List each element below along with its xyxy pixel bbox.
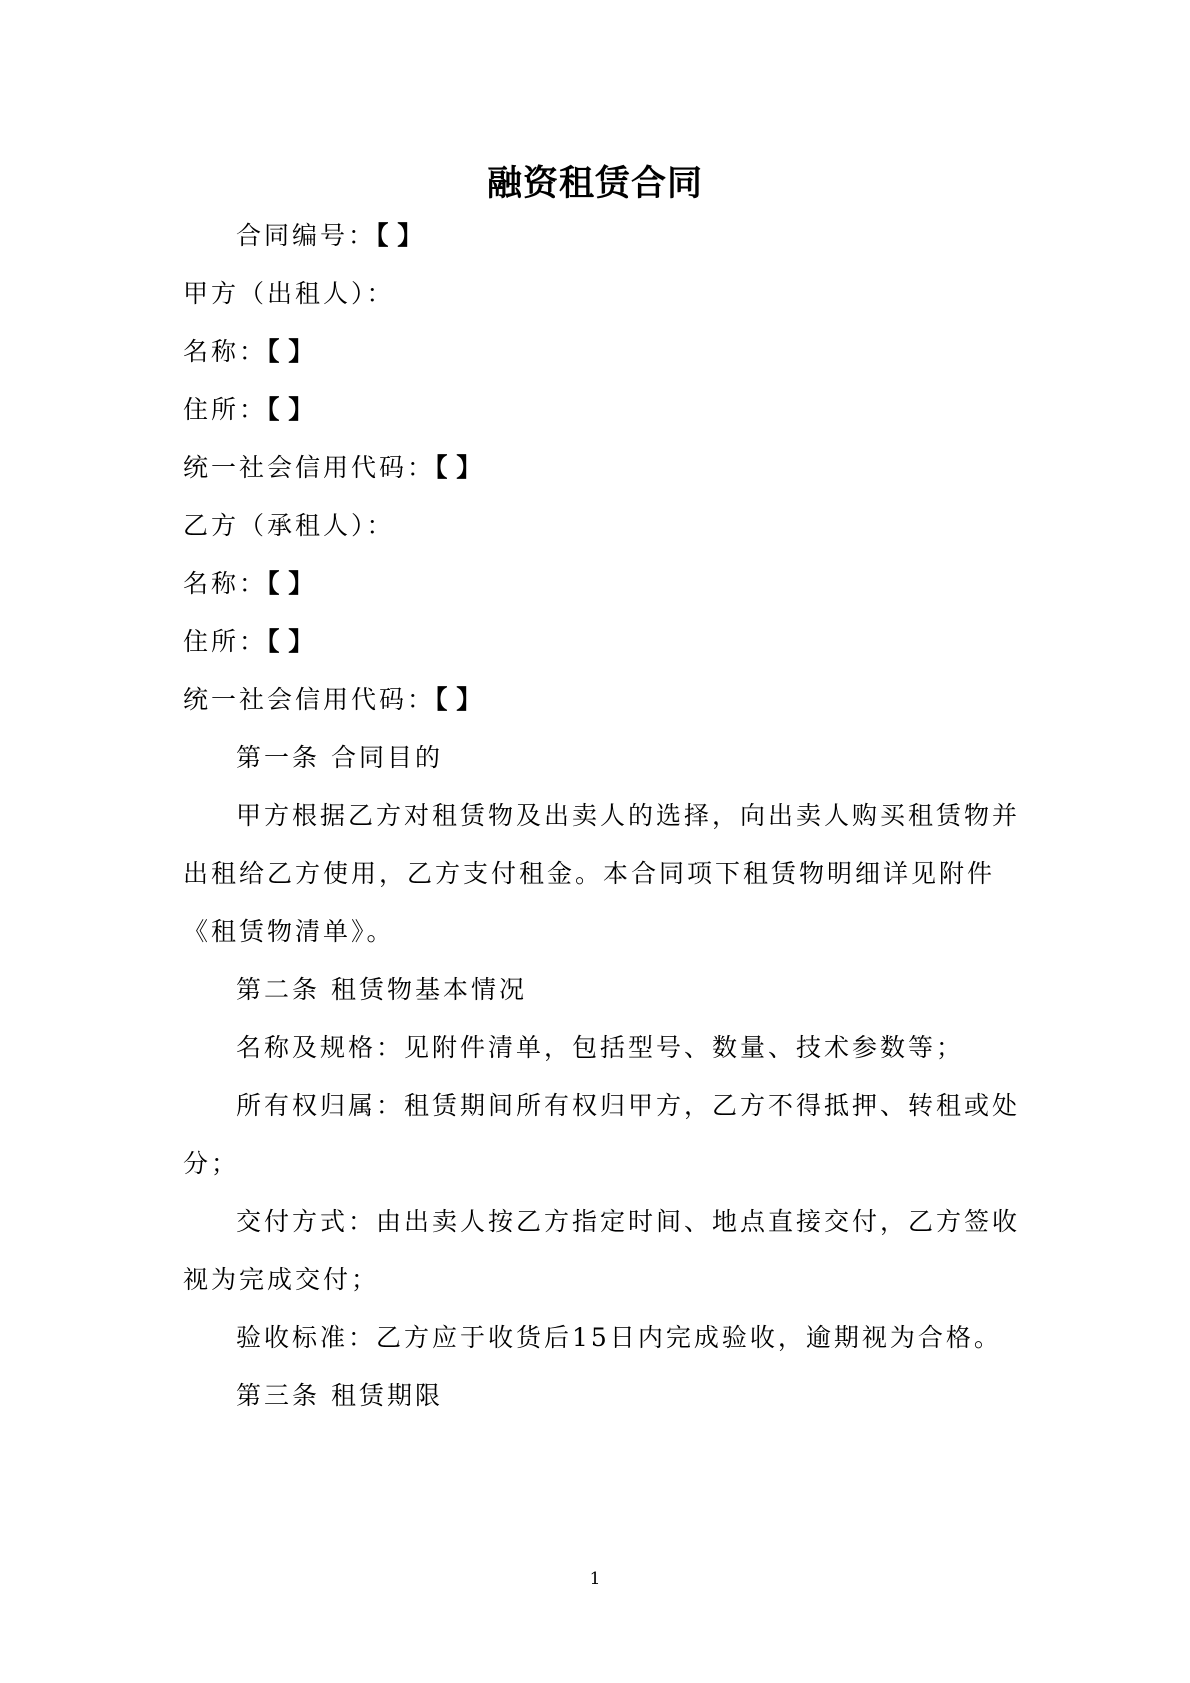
contract-number-value: 【 】 — [376, 221, 423, 250]
party-b-name-label: 名称： — [183, 569, 268, 598]
party-a-address-label: 住所： — [183, 395, 268, 424]
party-a-heading: 甲方（出租人）： — [183, 279, 395, 308]
article-1-text-line: 甲方根据乙方对租赁物及出卖人的选择，向出卖人购买租赁物并 — [236, 801, 1021, 830]
party-a-credit-code-line — [183, 450, 481, 486]
article-2-delivery-clause-continued: 视为完成交付； — [183, 1265, 380, 1294]
article-2-heading: 第二条 租赁物基本情况 — [236, 975, 527, 1004]
party-b-credit-code-value: 【 】 — [435, 685, 482, 714]
party-a-address-line — [183, 392, 313, 428]
article-2-ownership-clause-continued: 分； — [183, 1149, 240, 1178]
article-3-heading: 第三条 租赁期限 — [236, 1381, 443, 1410]
party-a-credit-code-value: 【 】 — [435, 453, 482, 482]
contract-number-label: 合同编号： — [236, 221, 377, 250]
contract-title: 融资租赁合同 — [486, 163, 703, 204]
article-1-text-line: 《租赁物清单》。 — [183, 917, 395, 946]
party-a-name-line — [183, 334, 313, 370]
article-1-heading: 第一条 合同目的 — [236, 743, 443, 772]
party-a-name-label: 名称： — [183, 337, 268, 366]
contract-number-line — [236, 218, 422, 254]
party-a-name-value: 【 】 — [267, 337, 314, 366]
party-b-name-value: 【 】 — [267, 569, 314, 598]
party-b-credit-code-label: 统一社会信用代码： — [183, 685, 436, 714]
article-2-ownership-clause: 所有权归属：租赁期间所有权归甲方，乙方不得抵押、转租或处 — [236, 1091, 1021, 1120]
page-number: 1 — [589, 1569, 601, 1589]
article-2-spec-clause: 名称及规格：见附件清单，包括型号、数量、技术参数等； — [236, 1033, 965, 1062]
party-b-heading: 乙方（承租人）： — [183, 511, 395, 540]
party-b-address-value: 【 】 — [267, 627, 314, 656]
article-2-delivery-clause: 交付方式：由出卖人按乙方指定时间、地点直接交付，乙方签收 — [236, 1207, 1021, 1236]
party-b-credit-code-line — [183, 682, 481, 718]
article-2-acceptance-clause: 验收标准：乙方应于收货后15日内完成验收，逾期视为合格。 — [236, 1323, 1002, 1352]
party-a-credit-code-label: 统一社会信用代码： — [183, 453, 436, 482]
party-b-address-line — [183, 624, 313, 660]
party-b-address-label: 住所： — [183, 627, 268, 656]
party-a-address-value: 【 】 — [267, 395, 314, 424]
article-1-text-line: 出租给乙方使用，乙方支付租金。本合同项下租赁物明细详见附件 — [183, 859, 996, 888]
party-b-name-line — [183, 566, 313, 602]
